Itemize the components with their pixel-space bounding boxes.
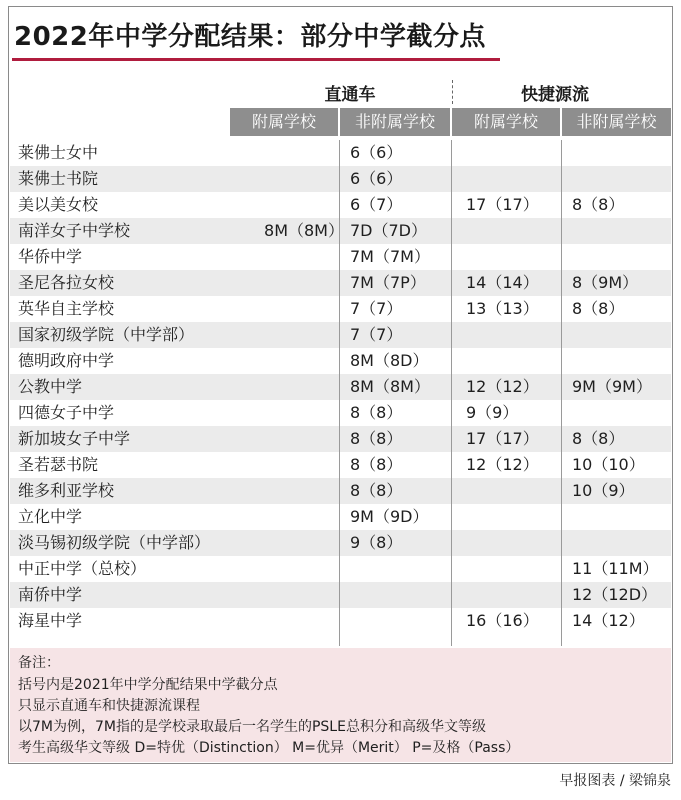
express-affiliated-score: 8M（8M） (264, 221, 344, 240)
express-non-affiliated-score: 6（7） (350, 195, 403, 214)
table-row (10, 426, 671, 452)
express-affiliated-score (240, 270, 344, 296)
table-row (10, 478, 671, 504)
express-affiliated-score (240, 140, 344, 166)
express-non-affiliated-score: 8（8） (350, 429, 403, 448)
table-row (10, 530, 671, 556)
school-name: 英华自主学校 (18, 299, 115, 318)
fast-track-non-affiliated-score: 8（9M） (572, 273, 639, 292)
school-name: 圣尼各拉女校 (18, 273, 115, 292)
subheader-express-non-affiliated: 非附属学校 (340, 108, 450, 136)
fast-track-non-affiliated-score: 8（8） (572, 429, 625, 448)
subheader-fast-affiliated: 附属学校 (452, 108, 560, 136)
note-line: 只显示直通车和快捷源流课程 (18, 698, 200, 714)
express-non-affiliated-score: 7M（7M） (350, 247, 430, 266)
column-divider (339, 140, 340, 646)
table-row (10, 556, 671, 582)
school-name: 华侨中学 (18, 247, 83, 266)
table-row (10, 270, 671, 296)
fast-track-non-affiliated-score: 8（8） (572, 299, 625, 318)
subheader-fast-non-affiliated: 非附属学校 (562, 108, 671, 136)
express-non-affiliated-score: 8M（8M） (350, 377, 430, 396)
fast-track-affiliated-score: 17（17） (466, 195, 539, 214)
school-name: 公教中学 (18, 377, 83, 396)
fast-track-affiliated-score: 16（16） (466, 611, 539, 630)
note-heading: 备注： (18, 655, 60, 671)
table-row (10, 322, 671, 348)
column-divider (561, 140, 562, 646)
fast-track-affiliated-score: 12（12） (466, 377, 539, 396)
express-non-affiliated-score: 7（7） (350, 299, 403, 318)
express-affiliated-score (240, 192, 344, 218)
credit-line: 早报图表 / 梁锦泉 (559, 773, 671, 789)
school-name: 南洋女子中学校 (18, 221, 131, 240)
fast-track-non-affiliated-score: 14（12） (572, 611, 645, 630)
school-name: 美以美女校 (18, 195, 99, 214)
school-name: 德明政府中学 (18, 351, 115, 370)
fast-track-affiliated-score: 13（13） (466, 299, 539, 318)
group-header-express: 直通车 (324, 85, 376, 105)
express-non-affiliated-score: 8（8） (350, 481, 403, 500)
page-title: 2022年中学分配结果：部分中学截分点 (14, 22, 486, 52)
school-name: 南侨中学 (18, 585, 83, 604)
express-non-affiliated-score: 9M（9D） (350, 507, 429, 526)
fast-track-non-affiliated-score: 11（11M） (572, 559, 659, 578)
fast-track-affiliated-score: 9（9） (466, 403, 519, 422)
column-divider (451, 140, 452, 646)
school-name: 中正中学（总校） (18, 559, 147, 578)
school-name: 淡马锡初级学院（中学部） (18, 533, 211, 552)
school-name: 莱佛士书院 (18, 169, 99, 188)
table-row (10, 348, 671, 374)
table-row (10, 400, 671, 426)
school-name: 圣若瑟书院 (18, 455, 99, 474)
note-line: 考生高级华文等级 D=特优（Distinction） M=优异（Merit） P=及格（Pass） (18, 740, 520, 756)
express-affiliated-score (240, 400, 344, 426)
express-affiliated-score (240, 426, 344, 452)
express-affiliated-score (240, 348, 344, 374)
express-non-affiliated-score: 8（8） (350, 403, 403, 422)
table-row (10, 218, 671, 244)
school-name: 四德女子中学 (18, 403, 115, 422)
express-affiliated-score (240, 478, 344, 504)
express-affiliated-score (240, 452, 344, 478)
express-non-affiliated-score: 7D（7D） (350, 221, 428, 240)
express-non-affiliated-score: 8（8） (350, 455, 403, 474)
fast-track-affiliated-score: 12（12） (466, 455, 539, 474)
school-name: 立化中学 (18, 507, 83, 526)
express-non-affiliated-score: 7（7） (350, 325, 403, 344)
express-non-affiliated-score: 7M（7P） (350, 273, 426, 292)
express-affiliated-score (240, 504, 344, 530)
school-name: 莱佛士女中 (18, 143, 99, 162)
table-row (10, 140, 671, 166)
group-divider (452, 80, 453, 104)
title-underline (12, 58, 500, 61)
express-non-affiliated-score: 6（6） (350, 143, 403, 162)
express-affiliated-score (240, 608, 344, 634)
fast-track-non-affiliated-score: 10（10） (572, 455, 645, 474)
fast-track-non-affiliated-score: 12（12D） (572, 585, 658, 604)
express-affiliated-score (240, 296, 344, 322)
table-row (10, 166, 671, 192)
school-name: 新加坡女子中学 (18, 429, 131, 448)
express-non-affiliated-score: 9（8） (350, 533, 403, 552)
table-row (10, 452, 671, 478)
express-non-affiliated-score: 6（6） (350, 169, 403, 188)
express-affiliated-score (240, 244, 344, 270)
notes-box (10, 648, 671, 762)
fast-track-non-affiliated-score: 8（8） (572, 195, 625, 214)
fast-track-affiliated-score: 17（17） (466, 429, 539, 448)
table-row (10, 244, 671, 270)
table-row (10, 374, 671, 400)
express-affiliated-score (240, 582, 344, 608)
table-row (10, 192, 671, 218)
school-name: 维多利亚学校 (18, 481, 115, 500)
table-row (10, 296, 671, 322)
subheader-express-affiliated: 附属学校 (230, 108, 338, 136)
express-affiliated-score (240, 530, 344, 556)
express-affiliated-score (240, 166, 344, 192)
fast-track-non-affiliated-score: 10（9） (572, 481, 635, 500)
group-header-fast-track: 快捷源流 (521, 85, 589, 105)
table-row (10, 504, 671, 530)
express-affiliated-score (240, 322, 344, 348)
express-affiliated-score (240, 556, 344, 582)
fast-track-affiliated-score: 14（14） (466, 273, 539, 292)
school-name: 国家初级学院（中学部） (18, 325, 195, 344)
note-line: 以7M为例，7M指的是学校录取最后一名学生的PSLE总积分和高级华文等级 (18, 719, 486, 735)
express-non-affiliated-score: 8M（8D） (350, 351, 429, 370)
express-affiliated-score (240, 374, 344, 400)
school-name: 海星中学 (18, 611, 83, 630)
note-line: 括号内是2021年中学分配结果中学截分点 (18, 677, 278, 693)
fast-track-non-affiliated-score: 9M（9M） (572, 377, 652, 396)
table-row (10, 608, 671, 634)
table-row (10, 582, 671, 608)
